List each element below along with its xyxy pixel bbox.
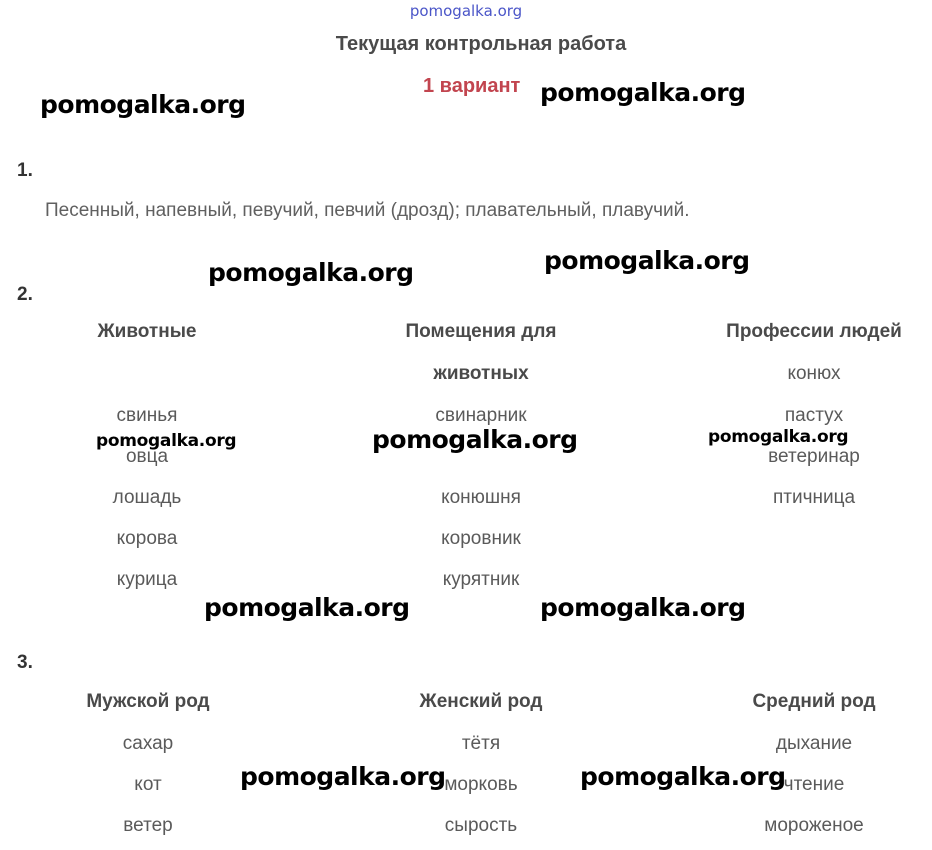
list-item: лошадь bbox=[112, 487, 182, 508]
list-item: конюшня bbox=[441, 487, 521, 508]
variant-label: 1 вариант bbox=[423, 75, 521, 97]
task1-number: 1. bbox=[17, 160, 33, 181]
list-item: кот bbox=[134, 774, 162, 795]
watermark: pomogalka.org bbox=[540, 593, 746, 622]
task2-number: 2. bbox=[17, 284, 33, 305]
watermark: pomogalka.org bbox=[580, 762, 786, 791]
watermark: pomogalka.org bbox=[96, 431, 237, 451]
page-title: Текущая контрольная работа bbox=[335, 33, 627, 55]
column-header: Женский род bbox=[419, 691, 543, 712]
column-header: Мужской род bbox=[86, 691, 210, 712]
column-header: Профессии людей bbox=[726, 321, 902, 342]
list-item: птичница bbox=[772, 487, 856, 508]
watermark: pomogalka.org bbox=[204, 593, 410, 622]
list-item: свинья bbox=[116, 405, 178, 426]
task1-text: Песенный, напевный, певучий, певчий (дрозд); плавательный, плавучий. bbox=[45, 200, 690, 221]
task3-number: 3. bbox=[17, 652, 33, 673]
list-item: курица bbox=[116, 569, 178, 590]
list-item: свинарник bbox=[435, 405, 527, 426]
list-item: ветеринар bbox=[768, 446, 860, 467]
list-item: чтение bbox=[783, 774, 845, 795]
list-item: морковь bbox=[444, 774, 518, 795]
list-item: сырость bbox=[444, 815, 518, 836]
list-item: мороженое bbox=[764, 815, 864, 836]
watermark: pomogalka.org bbox=[372, 425, 578, 454]
watermark: pomogalka.org bbox=[544, 246, 750, 275]
list-item: коровник bbox=[441, 528, 521, 549]
column-header: Помещения для bbox=[405, 321, 557, 342]
list-item: овца bbox=[125, 446, 169, 467]
column-header: Средний род bbox=[752, 691, 876, 712]
list-item: ветер bbox=[123, 815, 173, 836]
list-item: тётя bbox=[461, 733, 501, 754]
top-watermark: pomogalka.org bbox=[409, 2, 523, 20]
column-header-line2: животных bbox=[433, 363, 529, 384]
list-item: конюх bbox=[787, 363, 841, 384]
list-item: пастух bbox=[784, 405, 844, 426]
list-item: корова bbox=[116, 528, 178, 549]
list-item: дыхание bbox=[775, 733, 853, 754]
watermark: pomogalka.org bbox=[208, 258, 414, 287]
list-item: курятник bbox=[442, 569, 520, 590]
column-header: Животные bbox=[97, 321, 197, 342]
watermark: pomogalka.org bbox=[540, 78, 746, 107]
watermark: pomogalka.org bbox=[708, 427, 849, 447]
watermark: pomogalka.org bbox=[240, 762, 446, 791]
watermark: pomogalka.org bbox=[40, 90, 246, 119]
list-item: сахар bbox=[122, 733, 174, 754]
